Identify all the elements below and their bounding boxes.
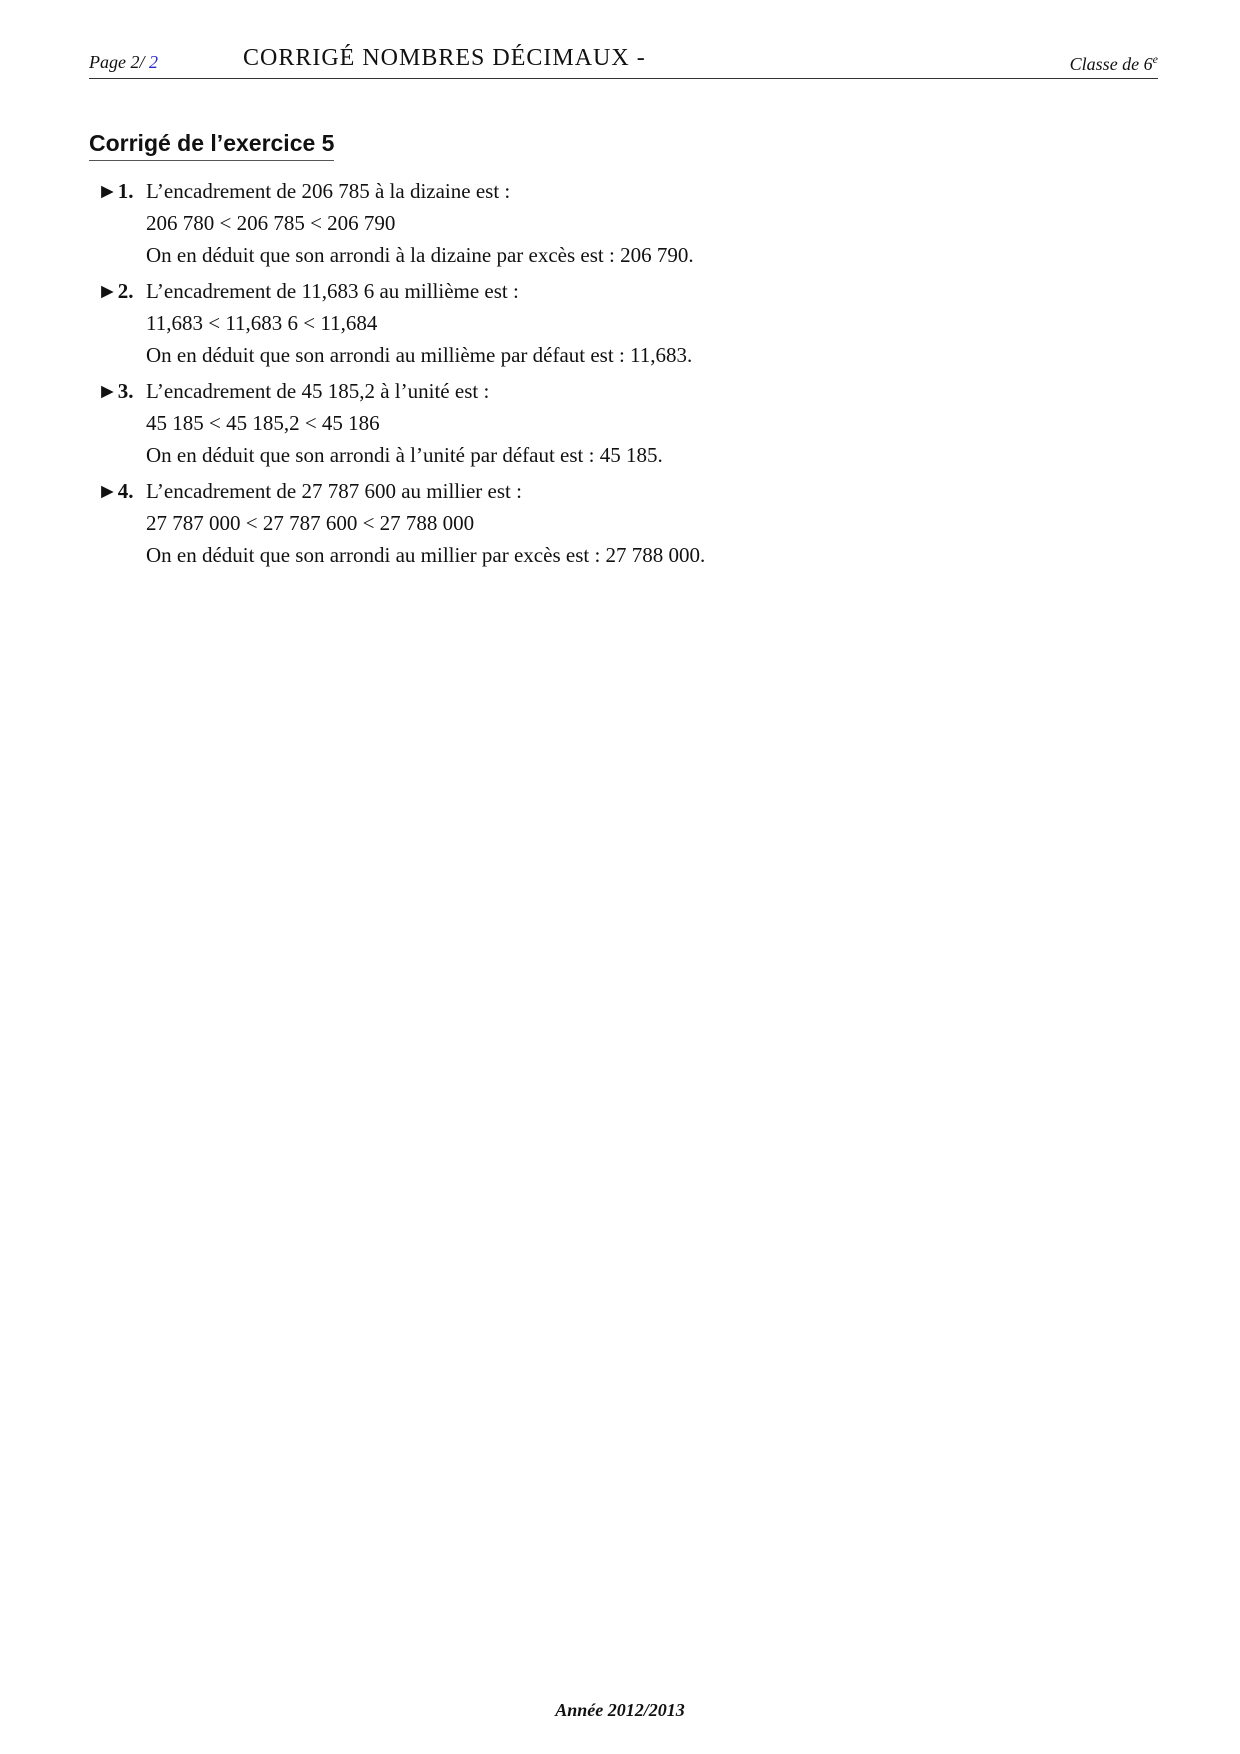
page-footer: Année 2012/2013 bbox=[555, 1700, 685, 1720]
item-inequality: 45 185 < 45 185,2 < 45 186 bbox=[146, 411, 380, 435]
item-inequality: 206 780 < 206 785 < 206 790 bbox=[146, 211, 396, 235]
item-statement: L’encadrement de 27 787 600 au millier est : bbox=[146, 479, 522, 503]
item-marker: ►2. bbox=[97, 279, 134, 303]
section-title: Corrigé de l’exercice 5 bbox=[89, 130, 334, 161]
page-header bbox=[89, 40, 1158, 79]
item-lines bbox=[146, 275, 997, 371]
item-conclusion: On en déduit que son arrondi au millier par excès est : 27 788 000. bbox=[146, 543, 706, 567]
item-conclusion: On en déduit que son arrondi à l’unité par défaut est : 45 185. bbox=[146, 443, 663, 467]
item-conclusion: On en déduit que son arrondi à la dizaine par excès est : 206 790. bbox=[146, 243, 694, 267]
item-lines bbox=[146, 175, 997, 271]
item-statement: L’encadrement de 206 785 à la dizaine est : bbox=[146, 179, 511, 203]
item-lines bbox=[146, 375, 997, 471]
page-number bbox=[89, 52, 158, 73]
item-statement: L’encadrement de 45 185,2 à l’unité est : bbox=[146, 379, 490, 403]
item-marker: ►3. bbox=[97, 379, 134, 403]
item-inequality: 27 787 000 < 27 787 600 < 27 788 000 bbox=[146, 511, 475, 535]
list-item bbox=[97, 475, 997, 571]
item-conclusion: On en déduit que son arrondi au millième par défaut est : 11,683. bbox=[146, 343, 693, 367]
item-marker: ►4. bbox=[97, 479, 134, 503]
item-statement: L’encadrement de 11,683 6 au millième est : bbox=[146, 279, 519, 303]
list-item bbox=[97, 375, 997, 471]
class-label-text: Classe de 6 bbox=[1069, 54, 1153, 74]
item-marker: ►1. bbox=[97, 179, 134, 203]
page-number-prefix: Page 2/ bbox=[89, 52, 149, 72]
list-item bbox=[97, 175, 997, 271]
class-label bbox=[1070, 52, 1158, 75]
document-title: CORRIGÉ NOMBRES DÉCIMAUX - bbox=[243, 45, 646, 71]
class-label-superscript: e bbox=[1152, 52, 1158, 66]
item-lines bbox=[146, 475, 997, 571]
page-total-link[interactable]: 2 bbox=[149, 52, 158, 72]
list-item bbox=[97, 275, 997, 371]
item-inequality: 11,683 < 11,683 6 < 11,684 bbox=[146, 311, 378, 335]
exercise-list bbox=[97, 175, 997, 575]
